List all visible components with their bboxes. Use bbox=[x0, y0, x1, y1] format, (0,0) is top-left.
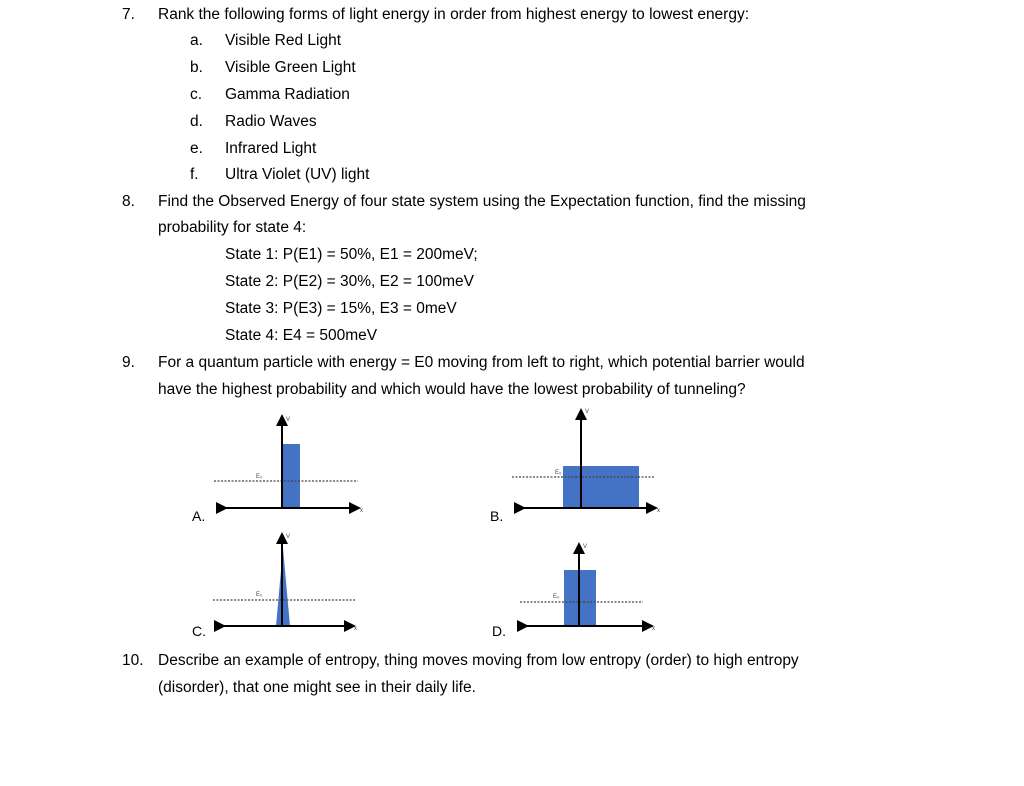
energy-label-c: E₀ bbox=[256, 592, 263, 598]
q7-number: 7. bbox=[122, 6, 135, 23]
q8-state-1: State 1: P(E1) = 50%, E1 = 200meV; bbox=[225, 246, 478, 263]
q8-text-line2: probability for state 4: bbox=[158, 219, 307, 236]
energy-label-b: E₀ bbox=[555, 470, 562, 476]
barrier-a bbox=[283, 444, 300, 508]
q8-state-2: State 2: P(E2) = 30%, E2 = 100meV bbox=[225, 273, 475, 290]
diagram-c bbox=[213, 534, 357, 632]
q7-option-letter: e. bbox=[190, 140, 203, 157]
diagram-label-c: C. bbox=[192, 623, 206, 639]
q7-text: Rank the following forms of light energy in order from highest energy to lowest energy: bbox=[158, 6, 750, 23]
q7-option-letter: f. bbox=[190, 166, 199, 183]
q7-option-letter: b. bbox=[190, 59, 203, 76]
diagram-label-d: D. bbox=[492, 623, 506, 639]
y-axis-label-a: V bbox=[286, 417, 291, 423]
y-axis-label-d: V bbox=[583, 544, 588, 550]
q8-state-4: State 4: E4 = 500meV bbox=[225, 327, 378, 344]
energy-label-a: E₀ bbox=[256, 474, 263, 480]
q9-text-line1: For a quantum particle with energy = E0 moving from left to right, which potential barrier would bbox=[158, 354, 805, 371]
q7-option-text: Visible Red Light bbox=[225, 32, 342, 49]
q8-number: 8. bbox=[122, 193, 135, 210]
q10-text-line2: (disorder), that one might see in their daily life. bbox=[158, 679, 476, 696]
energy-label-d: E₀ bbox=[553, 594, 560, 600]
q9-text-line2: have the highest probability and which would have the lowest probability of tunneling? bbox=[158, 381, 746, 398]
q7-option-text: Infrared Light bbox=[225, 140, 317, 157]
x-axis-label-c: x bbox=[354, 626, 357, 632]
x-axis-label-d: x bbox=[652, 626, 655, 632]
q9-number: 9. bbox=[122, 354, 135, 371]
y-axis-label-b: V bbox=[585, 409, 590, 415]
q7-option-text: Radio Waves bbox=[225, 113, 317, 130]
diagram-label-b: B. bbox=[490, 508, 504, 524]
q8-text-line1: Find the Observed Energy of four state system using the Expectation function, find the missing bbox=[158, 193, 806, 210]
q7-option-text: Gamma Radiation bbox=[225, 86, 350, 103]
x-axis-label-b: x bbox=[657, 508, 660, 514]
diagram-b bbox=[512, 409, 660, 514]
q7-option-text: Visible Green Light bbox=[225, 59, 356, 76]
q8-state-3: State 3: P(E3) = 15%, E3 = 0meV bbox=[225, 300, 457, 317]
q10-number: 10. bbox=[122, 652, 144, 669]
q10-text-line1: Describe an example of entropy, thing moves moving from low entropy (order) to high entropy bbox=[158, 652, 799, 669]
barrier-b bbox=[563, 466, 639, 508]
diagram-a bbox=[214, 417, 363, 514]
q7-option-text: Ultra Violet (UV) light bbox=[225, 166, 370, 183]
diagram-label-a: A. bbox=[192, 508, 206, 524]
x-axis-label-a: x bbox=[360, 508, 363, 514]
q7-option-letter: d. bbox=[190, 113, 203, 130]
y-axis-label-c: V bbox=[286, 534, 291, 540]
q7-option-letter: a. bbox=[190, 32, 203, 49]
q7-option-letter: c. bbox=[190, 86, 203, 103]
diagram-d bbox=[520, 544, 655, 632]
